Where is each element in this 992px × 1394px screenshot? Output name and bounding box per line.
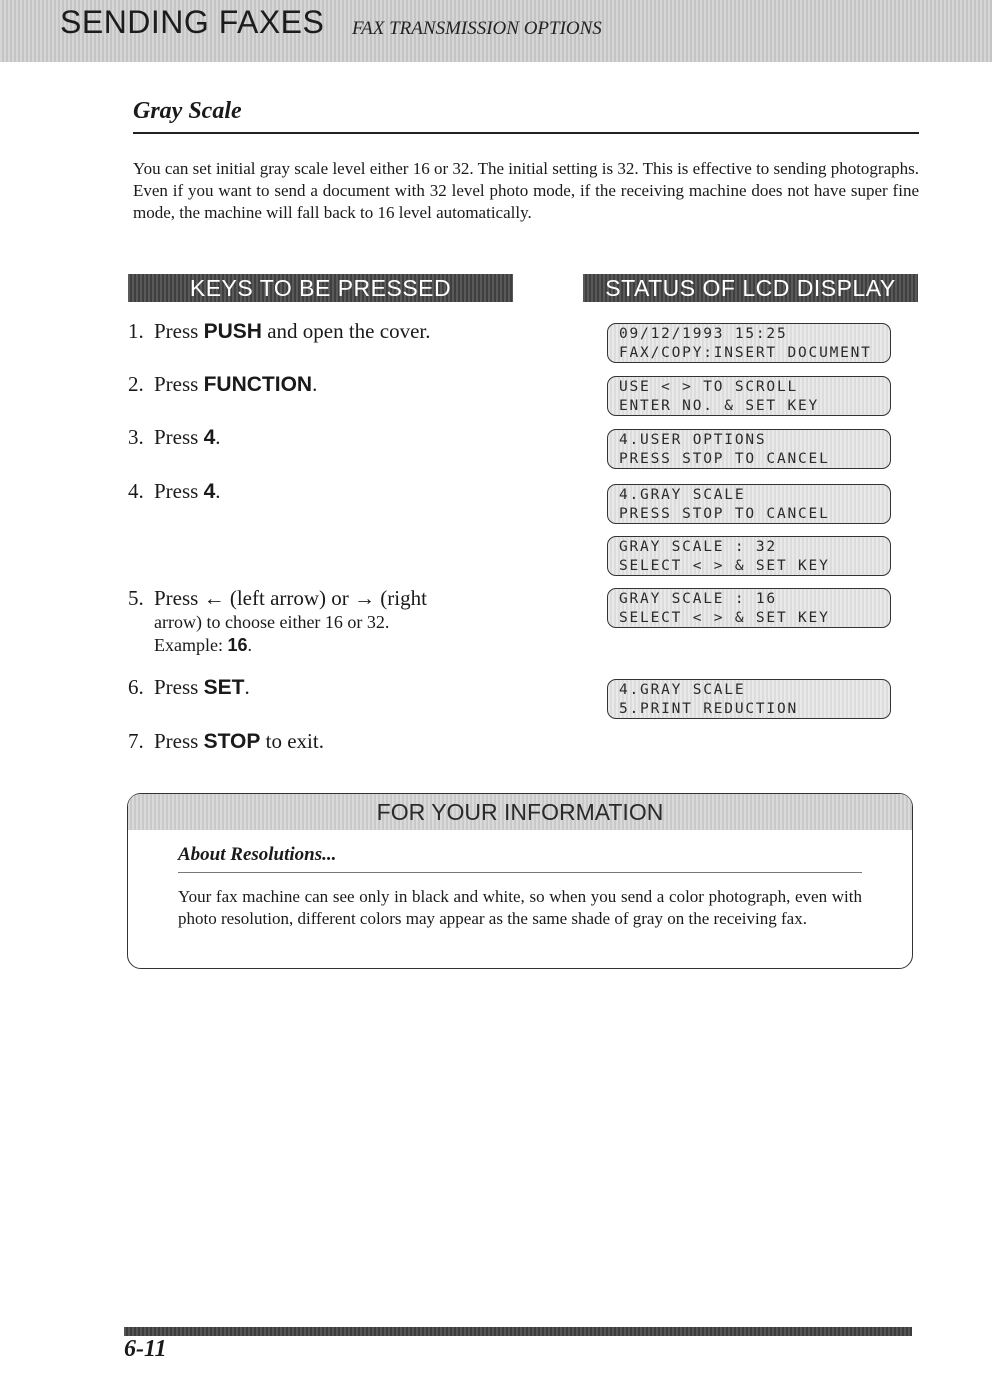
info-text: Your fax machine can see only in black and white, so when you send a color photograph, even with photo resolution, different colors may appear as the same shade of gray on the receiving fax. <box>178 887 862 928</box>
chapter-subtitle: FAX TRANSMISSION OPTIONS <box>352 18 602 39</box>
key-4: 4 <box>203 426 216 449</box>
lcd-display: GRAY SCALE : 32 SELECT < > & SET KEY <box>607 536 891 576</box>
section-title: Gray Scale <box>133 98 242 124</box>
lcd-display: 4.GRAY SCALE 5.PRINT REDUCTION <box>607 679 891 719</box>
page-number: 6-11 <box>124 1336 167 1362</box>
step-5-continuation: arrow) to choose either 16 or 32. <box>154 612 390 632</box>
keys-heading: KEYS TO BE PRESSED <box>128 274 513 302</box>
intro-paragraph: You can set initial gray scale level either 16 or 32. The initial setting is 32. This is effective to sending photographs. Even if you want to send a document with 32 level photo mode, if the receiving machine does not have super fine mode, the machine will fall back to 16 level automatically. <box>133 159 919 222</box>
lcd-display: 4.USER OPTIONS PRESS STOP TO CANCEL <box>607 429 891 469</box>
title-divider <box>133 132 919 134</box>
step-6: 6. Press SET. <box>128 675 250 699</box>
lcd-display: GRAY SCALE : 16 SELECT < > & SET KEY <box>607 588 891 628</box>
step-7: 7. Press STOP to exit. <box>128 729 324 753</box>
key-push: PUSH <box>203 320 262 343</box>
step-5: 5. Press ← (left arrow) or → (right arrow) to choose either 16 or 32. Example: 16. <box>128 586 528 657</box>
info-title: About Resolutions... <box>178 844 337 865</box>
key-function: FUNCTION <box>203 373 313 396</box>
step-3: 3. Press 4. <box>128 425 221 449</box>
lcd-display: USE < > TO SCROLL ENTER NO. & SET KEY <box>607 376 891 416</box>
key-4: 4 <box>203 480 216 503</box>
lcd-display: 4.GRAY SCALE PRESS STOP TO CANCEL <box>607 484 891 524</box>
page-header <box>0 0 992 62</box>
footer-bar <box>124 1327 912 1336</box>
chapter-title: SENDING FAXES <box>60 4 325 40</box>
left-arrow-icon: ← <box>203 587 225 610</box>
info-divider <box>178 872 862 873</box>
info-heading: FOR YOUR INFORMATION <box>128 794 912 830</box>
right-arrow-icon: → <box>354 587 376 610</box>
info-box <box>127 793 913 969</box>
step-2: 2. Press FUNCTION. <box>128 372 318 396</box>
step-4: 4. Press 4. <box>128 479 221 503</box>
step-1: 1. Press PUSH and open the cover. <box>128 319 431 343</box>
lcd-display: 09/12/1993 15:25 FAX/COPY:INSERT DOCUMENT <box>607 323 891 363</box>
status-heading: STATUS OF LCD DISPLAY <box>583 274 918 302</box>
key-set: SET <box>203 676 245 699</box>
key-stop: STOP <box>203 730 261 753</box>
step-5-example: Example: 16. <box>154 635 253 655</box>
